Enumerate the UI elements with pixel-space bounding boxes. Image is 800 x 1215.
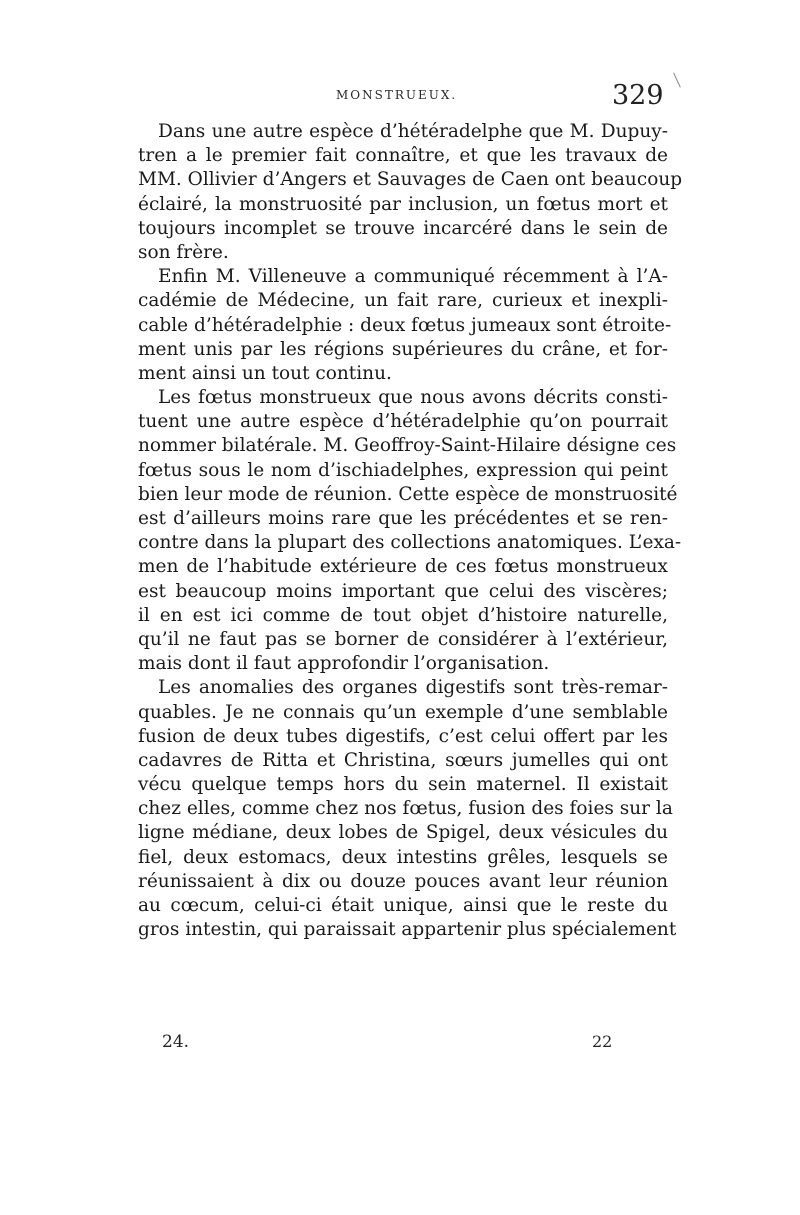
text-line: réunissaient à dix ou douze pouces avant leur réunion [138, 870, 668, 892]
signature-mark: 24. [162, 1032, 190, 1052]
text-line: tuent une autre espèce d’hétéradelphie qu’on pourrait [138, 411, 668, 433]
text-line: Les anomalies des organes digestifs sont très-remar- [158, 677, 668, 699]
text-line: cadavres de Ritta et Christina, sœurs jumelles qui ont [138, 749, 668, 771]
text-line: gros intestin, qui paraissait appartenir plus spécialement [138, 919, 677, 941]
text-line: tren a le premier fait connaître, et que les travaux de [138, 145, 668, 167]
text-line: fusion de deux tubes digestifs, c’est celui offert par les [138, 725, 668, 747]
text-line: est d’ailleurs moins rare que les précédentes et se ren- [138, 508, 668, 529]
text-line: men de l’habitude extérieure de ces fœtus monstrueux [138, 556, 668, 578]
text-line: nommer bilatérale. M. Geoffroy-Saint-Hilaire désigne ces [138, 435, 677, 457]
text-line: qu’il ne faut pas se borner de considérer à l’extérieur, [138, 628, 668, 650]
text-line: vécu quelque temps hors du sein maternel. Il existait [138, 774, 668, 796]
text-line: ligne médiane, deux lobes de Spigel, deux vésicules du [138, 822, 668, 844]
body-text [138, 120, 683, 942]
text-line: éclairé, la monstruosité par inclusion, un fœtus mort et [138, 193, 668, 215]
text-line: Enfin M. Villeneuve a communiqué récemment à l’A- [158, 266, 668, 288]
text-line: cable d’hétéradelphie : deux fœtus jumeaux sont étroite- [138, 314, 672, 336]
text-line: est beaucoup moins important que celui des viscères; [138, 580, 668, 602]
text-line: chez elles, comme chez nos fœtus, fusion des foies sur la [138, 798, 673, 820]
text-line: Dans une autre espèce d’hétéradelphe que M. Dupuy- [158, 121, 668, 142]
text-line: son frère. [138, 241, 229, 263]
page-number: 329 [612, 80, 664, 111]
text-line: quables. Je ne connais qu’un exemple d’une semblable [138, 701, 668, 723]
text-line: ment unis par les régions supérieures du crâne, et for- [138, 338, 668, 360]
folio-mark: 22 [592, 1032, 613, 1051]
text-line: au cœcum, celui-ci était unique, ainsi que le reste du [138, 895, 668, 916]
text-line: fœtus sous le nom d’ischiadelphes, expression qui peint [138, 459, 668, 481]
text-line: fiel, deux estomacs, deux intestins grêles, lesquels se [138, 846, 668, 868]
corner-mark [673, 68, 690, 87]
text-line: bien leur mode de réunion. Cette espèce de monstruosité [138, 483, 678, 505]
text-line: MM. Ollivier d’Angers et Sauvages de Caen ont beaucoup [138, 169, 683, 191]
text-line: mais dont il faut approfondir l’organisation. [138, 653, 550, 675]
text-line: cadémie de Médecine, un fait rare, curieux et inexpli- [138, 290, 668, 312]
running-title: MONSTRUEUX. [336, 88, 458, 102]
text-line: ment ainsi un tout continu. [138, 362, 392, 384]
text-line: toujours incomplet se trouve incarcéré dans le sein de [138, 217, 668, 239]
text-line: contre dans la plupart des collections anatomiques. L’exa- [138, 532, 682, 554]
text-line: Les fœtus monstrueux que nous avons décrits consti- [158, 387, 668, 409]
text-line: il en est ici comme de tout objet d’histoire naturelle, [138, 604, 668, 626]
